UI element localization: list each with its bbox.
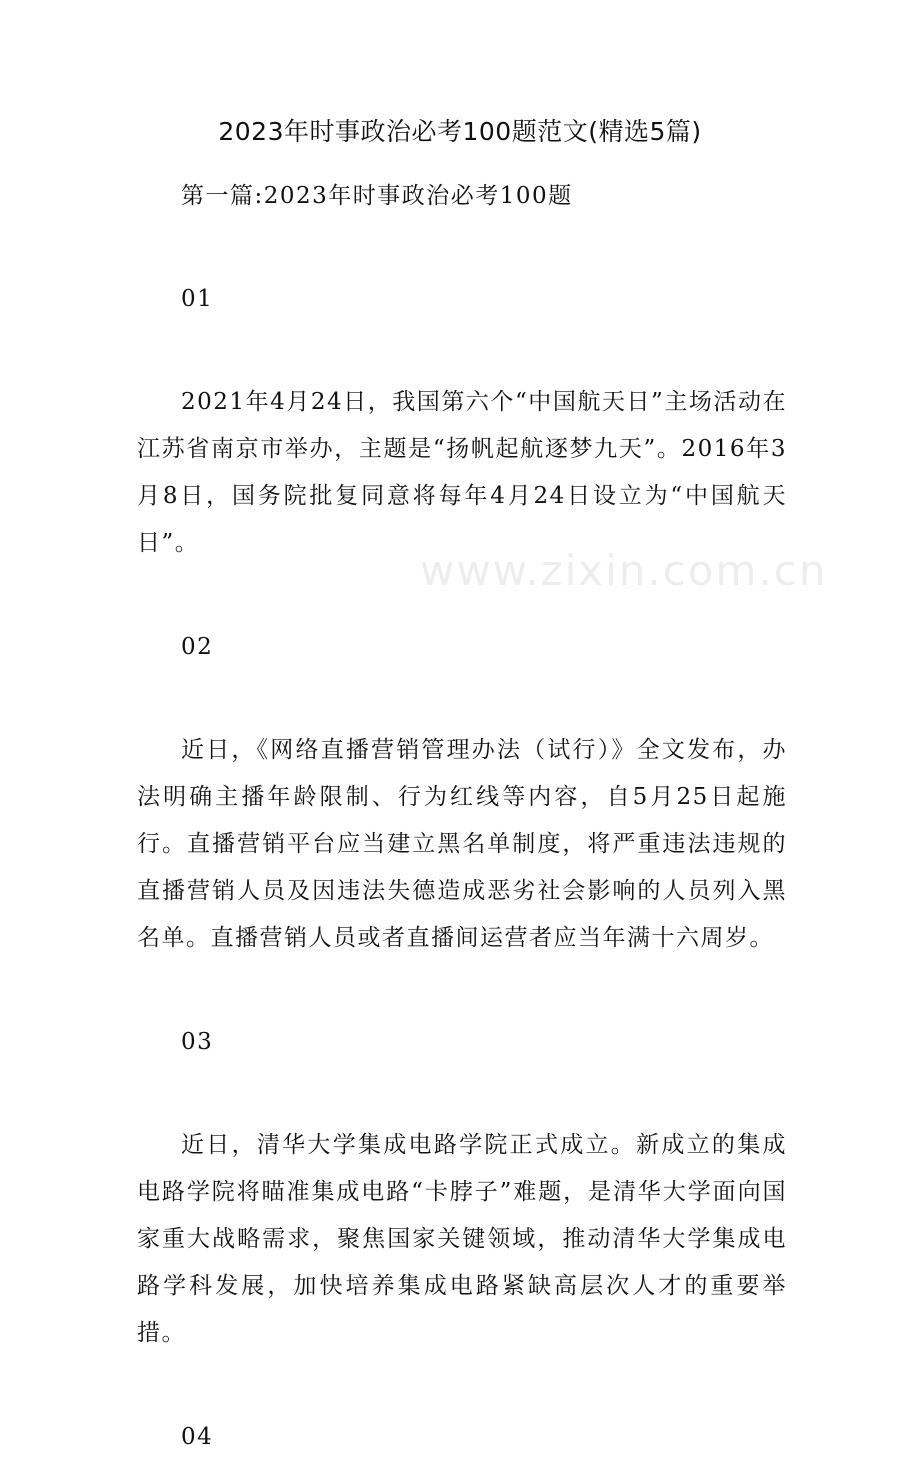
item-number: 02 <box>181 634 214 660</box>
item-paragraph: 近日，清华大学集成电路学院正式成立。新成立的集成电路学院将瞄准集成电路“卡脖子”难题，是清华大学面向国家重大战略需求，聚焦国家关键领域，推动清华大学集成电路学科发展，加快培养集成电路紧缺高层次人才的重要举措。 <box>137 1132 787 1346</box>
document-body <box>137 173 787 1461</box>
spacer <box>137 1066 787 1122</box>
document-title: 2023年时事政治必考100题范文(精选5篇) <box>218 117 702 146</box>
item-number: 04 <box>181 1424 214 1450</box>
watermark: www.zixin.com.cn <box>420 546 828 595</box>
spacer <box>137 323 787 379</box>
item-paragraph: 近日，《网络直播营销管理办法（试行）》全文发布，办法明确主播年龄限制、行为红线等内容，自5月25日起施行。直播营销平台应当建立黑名单制度，将严重违法违规的直播营销人员及因违法失德造成恶劣社会影响的人员列入黑名单。直播营销人员或者直播间运营者应当年满十六周岁。 <box>137 737 787 951</box>
spacer <box>137 567 787 624</box>
spacer <box>137 220 787 276</box>
item-number: 01 <box>181 286 214 312</box>
spacer <box>137 671 787 727</box>
item-number: 03 <box>181 1029 214 1055</box>
spacer <box>137 962 787 1019</box>
section-heading: 第一篇:2023年时事政治必考100题 <box>181 183 573 209</box>
item-paragraph: 2021年4月24日，我国第六个“中国航天日”主场活动在江苏省南京市举办，主题是“扬帆起航逐梦九天”。2016年3月8日，国务院批复同意将每年4月24日设立为“中国航天日”。 <box>137 389 787 556</box>
spacer <box>137 1357 787 1414</box>
